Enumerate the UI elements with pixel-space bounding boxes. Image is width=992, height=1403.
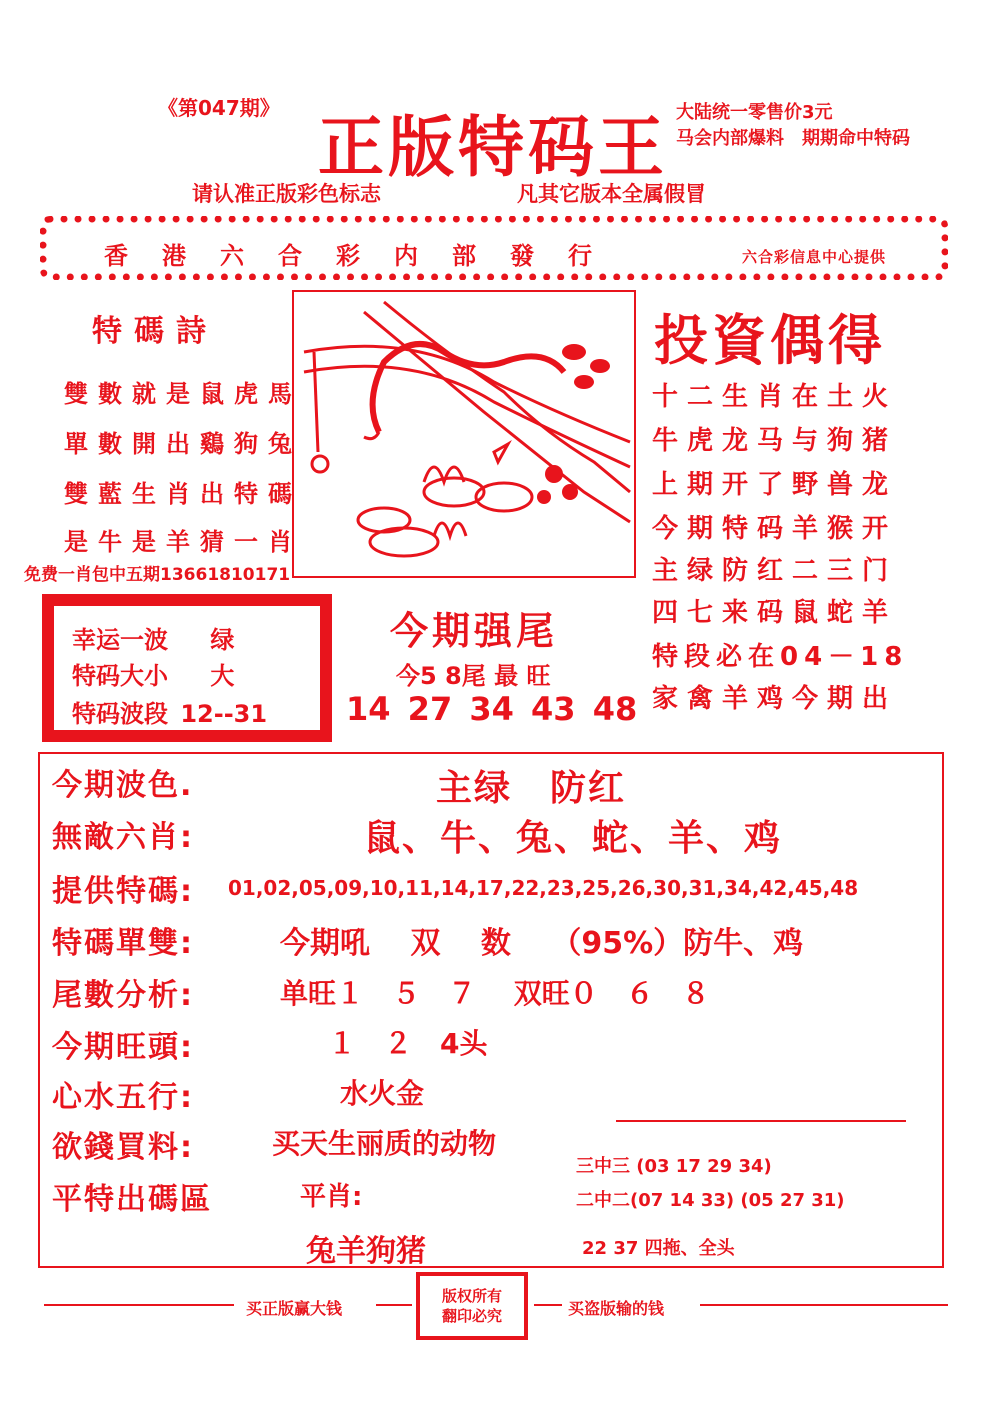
footer-line-left bbox=[44, 1304, 234, 1306]
five-element-value: 水火金 bbox=[340, 1077, 425, 1110]
footer-line-mid-right bbox=[534, 1304, 562, 1306]
invest-line: 主绿防红二三门 bbox=[652, 556, 898, 586]
wave-color-label: 今期波色. bbox=[52, 768, 194, 803]
poem-line: 單數開出鷄狗兔 bbox=[64, 430, 302, 458]
invest-line: 特段必在04－18 bbox=[652, 642, 909, 672]
fake-notice: 凡其它版本全属假冒 bbox=[517, 182, 706, 206]
reprint-line: 翻印必究 bbox=[441, 1307, 502, 1325]
strong-tail-title: 今期强尾 bbox=[390, 609, 559, 653]
poem-title: 特碼詩 bbox=[92, 314, 218, 349]
lucky-size-value: 大 bbox=[210, 662, 235, 690]
invest-line: 牛虎龙马与狗猪 bbox=[652, 426, 898, 456]
poem-line: 是牛是羊猜一肖 bbox=[64, 528, 302, 556]
lucky-range-value: 12--31 bbox=[180, 700, 268, 728]
combo-divider bbox=[616, 1120, 906, 1122]
odd-even-label: 特碼單雙: bbox=[52, 926, 194, 961]
odd-even-value: 今期吼 双 数 （95%）防牛、鸡 bbox=[280, 926, 804, 961]
lucky-size-row bbox=[72, 656, 234, 691]
head-label: 今期旺頭: bbox=[52, 1030, 194, 1065]
flat-code-label: 平特出碼區 bbox=[52, 1182, 212, 1217]
combo-three: 三中三 (03 17 29 34) bbox=[576, 1156, 772, 1177]
footer-line-right bbox=[700, 1304, 948, 1306]
price-line: 大陆统一零售价3元 bbox=[676, 102, 833, 123]
footer-line-mid-left bbox=[376, 1304, 412, 1306]
snake-illustration bbox=[292, 290, 636, 578]
tail-analysis-value: 单旺１ ５ ７ 双旺０ ６ ８ bbox=[280, 977, 710, 1010]
flat-zodiac-animals: 兔羊狗猪 bbox=[306, 1234, 426, 1269]
banner-credit: 六合彩信息中心提供 bbox=[742, 248, 887, 266]
invest-title: 投資偶得 bbox=[654, 309, 886, 372]
six-zodiac-label: 無敵六肖: bbox=[52, 820, 194, 855]
buy-info-label: 欲錢買料: bbox=[52, 1130, 194, 1165]
special-code-label: 提供特碼: bbox=[52, 874, 194, 909]
six-zodiac-value: 鼠、牛、兔、蛇、羊、鸡 bbox=[364, 818, 783, 859]
insider-line: 马会内部爆料 期期命中特码 bbox=[676, 128, 910, 149]
invest-line: 今期特码羊猴开 bbox=[652, 514, 898, 544]
five-element-label: 心水五行: bbox=[52, 1080, 194, 1115]
copyright-line: 版权所有 bbox=[441, 1287, 502, 1305]
tail-analysis-label: 尾數分析: bbox=[52, 978, 194, 1013]
invest-line: 十二生肖在土火 bbox=[652, 382, 898, 412]
banner-text: 香港六合彩内部發行 bbox=[104, 242, 626, 270]
strong-tail-numbers: 14 27 34 43 48 bbox=[346, 690, 638, 728]
head-value: １ ２ 4头 bbox=[328, 1027, 488, 1060]
page-title: 正版特码王 bbox=[318, 108, 668, 186]
special-code-value: 01,02,05,09,10,11,14,17,22,23,25,26,30,31,34,42,45,48 bbox=[228, 876, 859, 900]
copyright-box bbox=[416, 1272, 528, 1340]
lucky-range-label: 特码波段 bbox=[72, 700, 168, 728]
combo-two: 二中二(07 14 33) (05 27 31) bbox=[576, 1190, 845, 1211]
promo-text: 免费一肖包中五期13661810171 bbox=[24, 560, 290, 585]
wave-color-value: 主绿 防红 bbox=[436, 768, 627, 809]
footer-right-text: 买盗版输的钱 bbox=[568, 1299, 665, 1318]
poem-line: 雙藍生肖出特碼 bbox=[64, 480, 302, 508]
lucky-range-row bbox=[72, 694, 267, 729]
lucky-wave-label: 幸运一波 bbox=[72, 626, 168, 654]
footer-left-text: 买正版赢大钱 bbox=[246, 1299, 343, 1318]
combo-tail: 22 37 四拖、全头 bbox=[582, 1238, 735, 1259]
price-info bbox=[676, 100, 910, 152]
strong-tail-sub: 今5 8尾 最 旺 bbox=[396, 662, 551, 690]
verify-notice: 请认准正版彩色标志 bbox=[192, 182, 381, 206]
invest-line: 家禽羊鸡今期出 bbox=[652, 684, 898, 714]
lucky-wave-value: 绿 bbox=[210, 626, 235, 654]
snake-branch-drawing bbox=[294, 292, 634, 576]
lucky-wave-row bbox=[72, 620, 234, 655]
flat-zodiac-label: 平肖: bbox=[300, 1182, 363, 1212]
lucky-size-label: 特码大小 bbox=[72, 662, 168, 690]
buy-info-value: 买天生丽质的动物 bbox=[272, 1127, 497, 1160]
poem-line: 雙數就是鼠虎馬 bbox=[64, 380, 302, 408]
invest-line: 上期开了野兽龙 bbox=[652, 470, 898, 500]
issue-number: 《第047期》 bbox=[158, 96, 280, 120]
invest-line: 四七来码鼠蛇羊 bbox=[652, 598, 898, 628]
